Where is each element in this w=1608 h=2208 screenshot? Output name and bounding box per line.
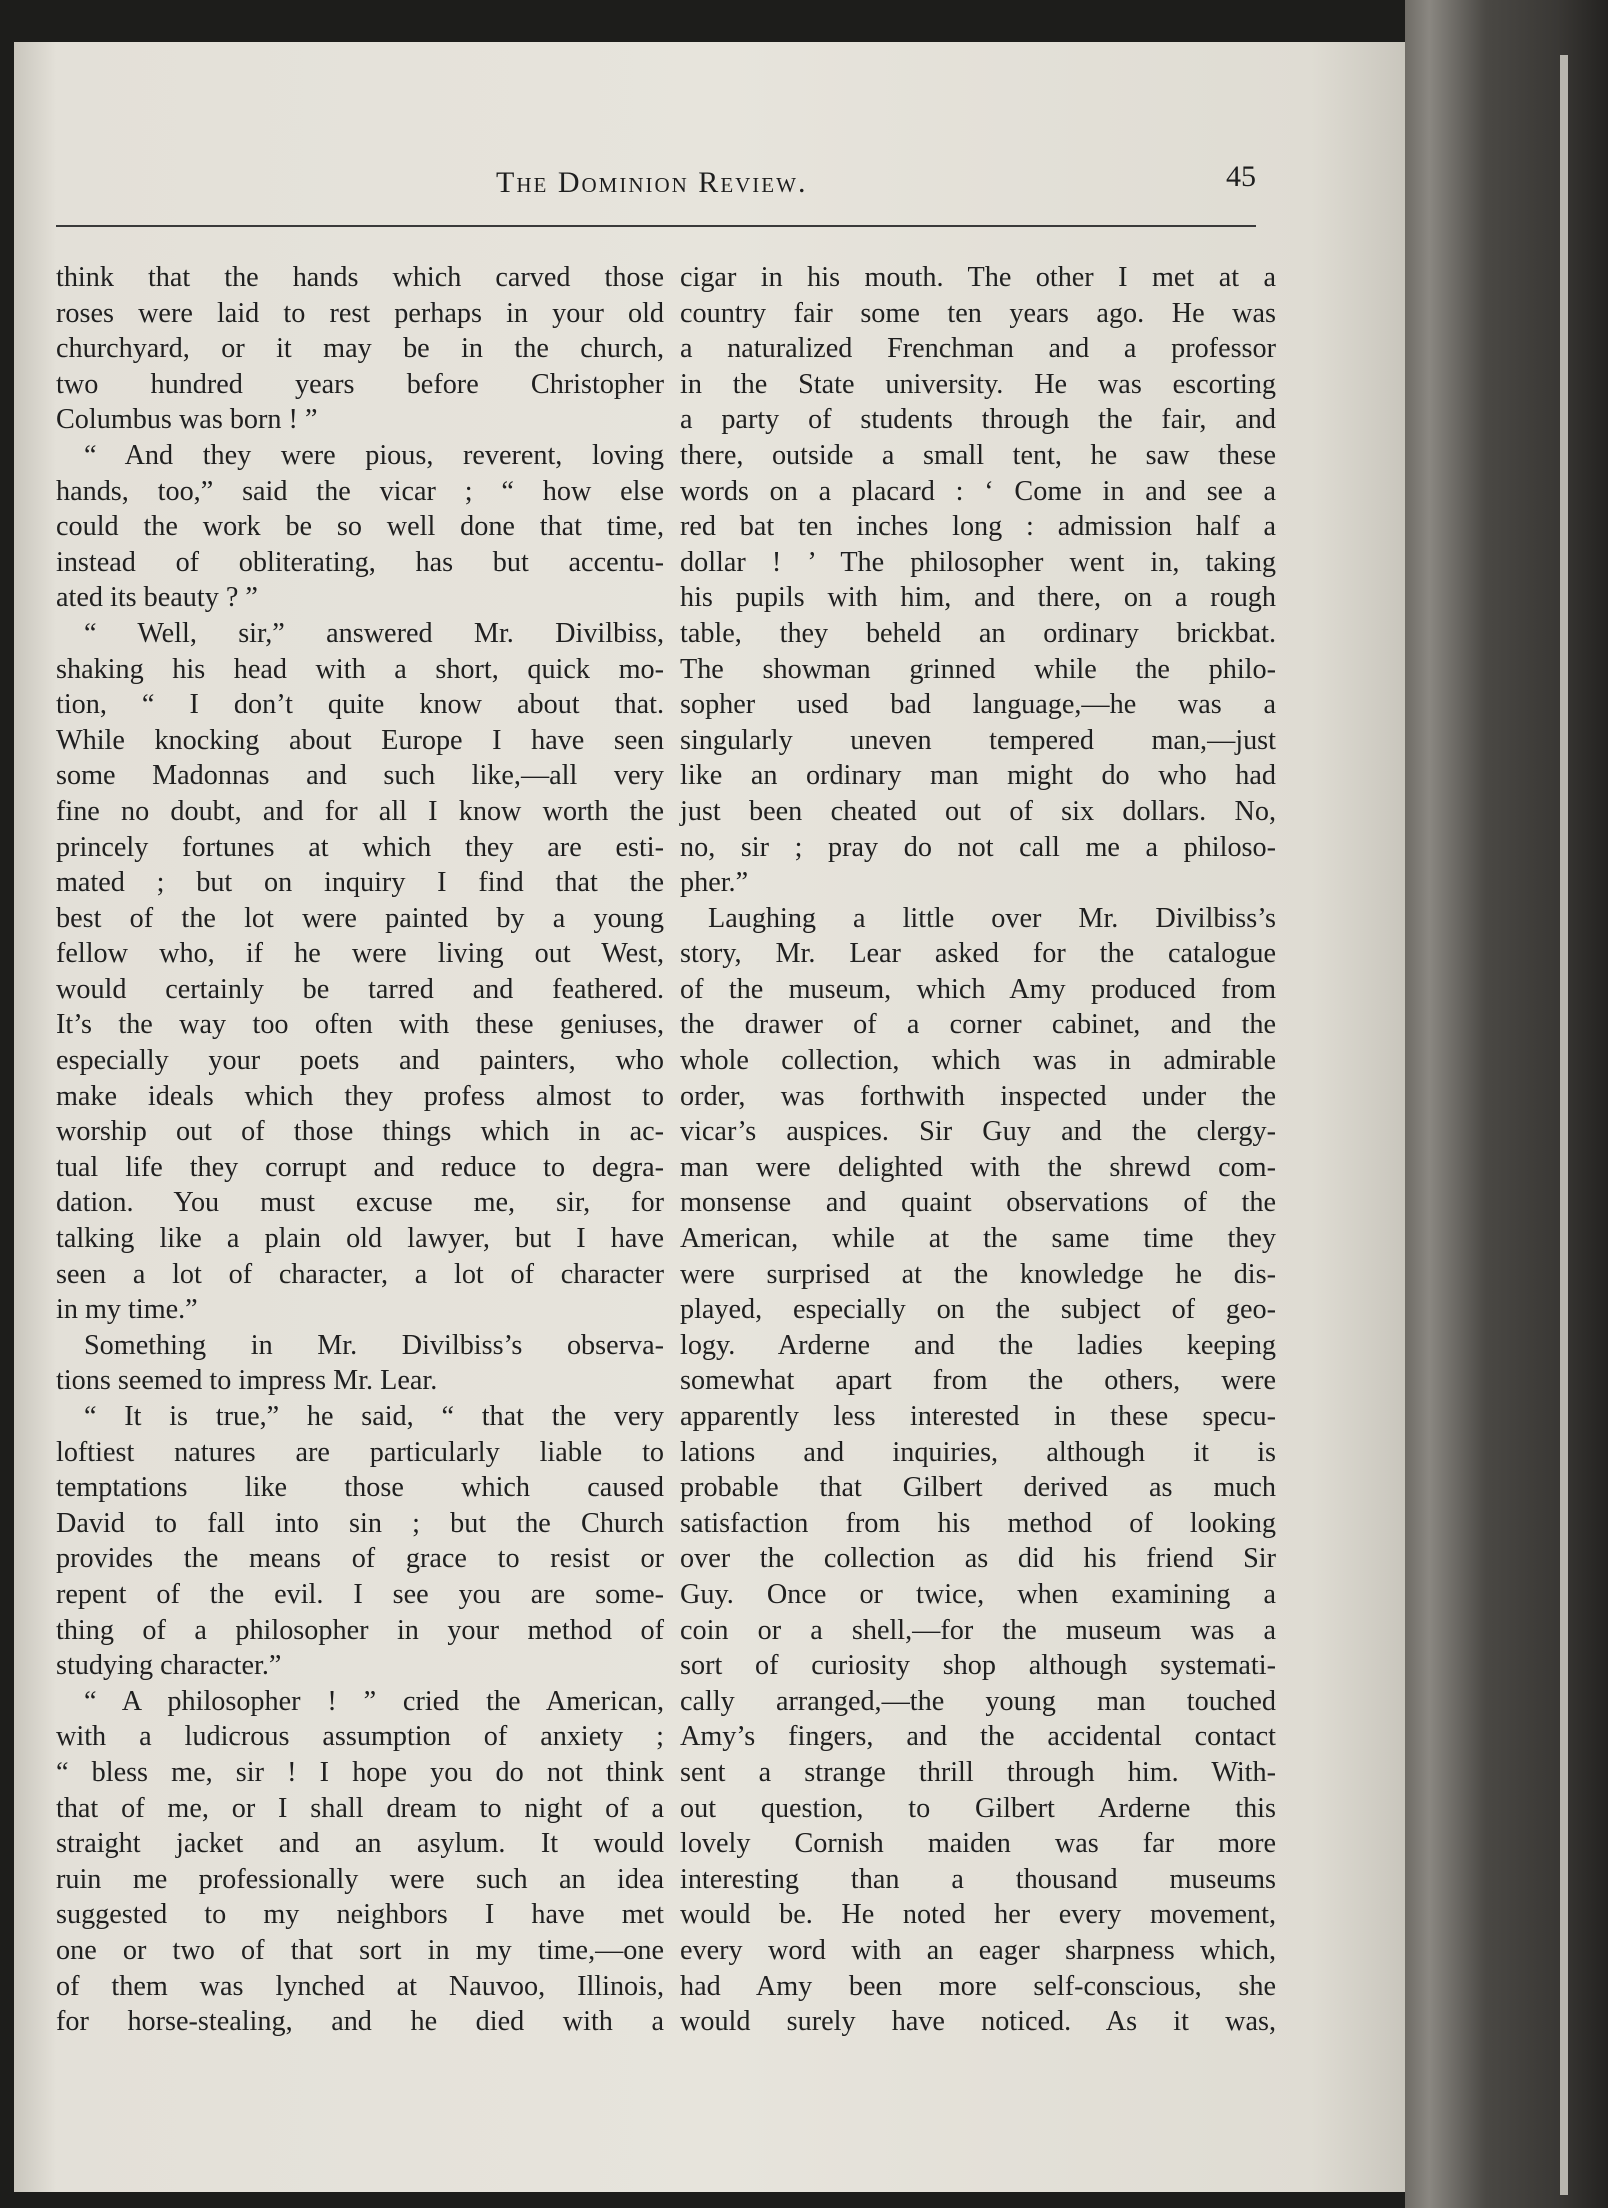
text-line: that of me, or I shall dream to night of a xyxy=(56,1792,664,1824)
text-line: satisfaction from his method of looking xyxy=(680,1507,1276,1539)
text-line: fellow who, if he were living out West, xyxy=(56,938,664,970)
text-line: could the work be so well done that time, xyxy=(56,511,664,543)
text-line: in the State university. He was escorting xyxy=(680,368,1276,400)
text-line: would certainly be tarred and feathered. xyxy=(56,973,664,1005)
text-line: sopher used bad language,—he was a xyxy=(680,689,1276,721)
text-line: two hundred years before Christopher xyxy=(56,368,664,400)
page-number: 45 xyxy=(1226,160,1256,193)
text-line: shaking his head with a short, quick mo- xyxy=(56,653,664,685)
text-line: “ A philosopher ! ” cried the American, xyxy=(84,1685,664,1717)
text-line: repent of the evil. I see you are some- xyxy=(56,1578,664,1610)
text-line: Laughing a little over Mr. Divilbiss’s xyxy=(708,902,1276,934)
text-line: tual life they corrupt and reduce to degra- xyxy=(56,1151,664,1183)
text-line: had Amy been more self-conscious, she xyxy=(680,1970,1276,2002)
text-line: suggested to my neighbors I have met xyxy=(56,1899,664,1931)
text-line: hands, too,” said the vicar ; “ how else xyxy=(56,475,664,507)
text-line: ruin me professionally were such an idea xyxy=(56,1863,664,1895)
page-edges xyxy=(1560,55,1568,2195)
text-line: The showman grinned while the philo- xyxy=(680,653,1276,685)
text-line: sort of curiosity shop although systemati- xyxy=(680,1650,1276,1682)
text-line: fine no doubt, and for all I know worth the xyxy=(56,795,664,827)
text-line: probable that Gilbert derived as much xyxy=(680,1472,1276,1504)
text-line: would be. He noted her every movement, xyxy=(680,1899,1276,1931)
text-line: ated its beauty ? ” xyxy=(56,582,258,614)
text-line: man were delighted with the shrewd com- xyxy=(680,1151,1276,1183)
text-line: straight jacket and an asylum. It would xyxy=(56,1828,664,1860)
text-line: country fair some ten years ago. He was xyxy=(680,297,1276,329)
page-header xyxy=(56,160,1256,230)
right-column xyxy=(680,260,1276,2040)
text-line: talking like a plain old lawyer, but I have xyxy=(56,1223,664,1255)
text-line: like an ordinary man might do who had xyxy=(680,760,1276,792)
text-line: every word with an eager sharpness which, xyxy=(680,1934,1276,1966)
text-line: American, while at the same time they xyxy=(680,1223,1276,1255)
text-line: roses were laid to rest perhaps in your old xyxy=(56,297,664,329)
text-line: tion, “ I don’t quite know about that. xyxy=(56,689,664,721)
text-line: in my time.” xyxy=(56,1294,198,1326)
text-line: some Madonnas and such like,—all very xyxy=(56,760,664,792)
text-line: one or two of that sort in my time,—one xyxy=(56,1934,664,1966)
text-line: temptations like those which caused xyxy=(56,1472,664,1504)
text-line: seen a lot of character, a lot of character xyxy=(56,1258,664,1290)
text-line: words on a placard : ‘ Come in and see a xyxy=(680,475,1276,507)
text-line: played, especially on the subject of geo- xyxy=(680,1294,1276,1326)
text-line: coin or a shell,—for the museum was a xyxy=(680,1614,1276,1646)
text-line: dollar ! ’ The philosopher went in, taking xyxy=(680,546,1276,578)
text-line: cigar in his mouth. The other I met at a xyxy=(680,262,1276,293)
text-line: apparently less interested in these specu- xyxy=(680,1401,1276,1432)
text-line: Columbus was born ! ” xyxy=(56,404,318,436)
text-line: make ideals which they profess almost to xyxy=(56,1080,664,1112)
text-line: a naturalized Frenchman and a professor xyxy=(680,333,1276,365)
text-line: singularly uneven tempered man,—just xyxy=(680,724,1276,756)
text-line: especially your poets and painters, who xyxy=(56,1045,664,1077)
text-line: While knocking about Europe I have seen xyxy=(56,724,664,756)
text-line: of the museum, which Amy produced from xyxy=(680,973,1276,1005)
text-line: order, was forthwith inspected under the xyxy=(680,1080,1276,1112)
text-line: sent a strange thrill through him. With- xyxy=(680,1756,1276,1788)
text-line: studying character.” xyxy=(56,1650,282,1682)
left-column xyxy=(56,260,664,2040)
text-line: tions seemed to impress Mr. Lear. xyxy=(56,1365,438,1397)
text-line: pher.” xyxy=(680,867,749,899)
text-line: vicar’s auspices. Sir Guy and the clergy- xyxy=(680,1116,1276,1148)
text-line: princely fortunes at which they are esti- xyxy=(56,831,664,863)
text-line: would surely have noticed. As it was, xyxy=(680,2006,1276,2038)
text-line: over the collection as did his friend Sir xyxy=(680,1543,1276,1575)
text-line: best of the lot were painted by a young xyxy=(56,902,664,934)
text-line: Guy. Once or twice, when examining a xyxy=(680,1578,1276,1610)
text-line: dation. You must excuse me, sir, for xyxy=(56,1187,664,1219)
text-line: thing of a philosopher in your method of xyxy=(56,1614,664,1646)
text-line: of them was lynched at Nauvoo, Illinois, xyxy=(56,1970,664,2002)
text-line: mated ; but on inquiry I find that the xyxy=(56,867,664,899)
text-line: just been cheated out of six dollars. No, xyxy=(680,795,1276,827)
text-line: for horse-stealing, and he died with a xyxy=(56,2006,664,2038)
text-line: his pupils with him, and there, on a rough xyxy=(680,582,1276,614)
text-line: churchyard, or it may be in the church, xyxy=(56,333,664,365)
text-line: monsense and quaint observations of the xyxy=(680,1187,1276,1219)
text-line: lovely Cornish maiden was far more xyxy=(680,1828,1276,1860)
text-line: “ Well, sir,” answered Mr. Divilbiss, xyxy=(84,617,664,649)
text-line: Something in Mr. Divilbiss’s observa- xyxy=(84,1329,664,1361)
text-line: provides the means of grace to resist or xyxy=(56,1543,664,1575)
text-line: logy. Arderne and the ladies keeping xyxy=(680,1329,1276,1361)
text-line: “ bless me, sir ! I hope you do not think xyxy=(56,1756,664,1788)
header-rule xyxy=(56,225,1256,227)
book-spine xyxy=(1405,0,1608,2208)
text-line: loftiest natures are particularly liable to xyxy=(56,1436,664,1468)
text-line: were surprised at the knowledge he dis- xyxy=(680,1258,1276,1290)
text-line: somewhat apart from the others, were xyxy=(680,1365,1276,1397)
text-line: whole collection, which was in admirable xyxy=(680,1045,1276,1077)
text-line: cally arranged,—the young man touched xyxy=(680,1685,1276,1717)
text-line: think that the hands which carved those xyxy=(56,262,664,293)
text-line: the drawer of a corner cabinet, and the xyxy=(680,1009,1276,1041)
text-line: “ It is true,” he said, “ that the very xyxy=(84,1401,664,1432)
text-line: red bat ten inches long : admission half a xyxy=(680,511,1276,543)
text-line: interesting than a thousand museums xyxy=(680,1863,1276,1895)
running-title: The Dominion Review. xyxy=(496,166,808,199)
text-line: out question, to Gilbert Arderne this xyxy=(680,1792,1276,1824)
text-line: worship out of those things which in ac- xyxy=(56,1116,664,1148)
text-line: there, outside a small tent, he saw these xyxy=(680,439,1276,471)
text-line: It’s the way too often with these geniuses, xyxy=(56,1009,664,1041)
text-line: a party of students through the fair, and xyxy=(680,404,1276,436)
text-line: no, sir ; pray do not call me a philoso- xyxy=(680,831,1276,863)
text-line: David to fall into sin ; but the Church xyxy=(56,1507,664,1539)
text-line: table, they beheld an ordinary brickbat. xyxy=(680,617,1276,649)
text-line: instead of obliterating, has but accentu- xyxy=(56,546,664,578)
text-line: with a ludicrous assumption of anxiety ; xyxy=(56,1721,664,1753)
text-line: “ And they were pious, reverent, loving xyxy=(84,439,664,471)
text-line: Amy’s fingers, and the accidental contact xyxy=(680,1721,1276,1753)
text-line: story, Mr. Lear asked for the catalogue xyxy=(680,938,1276,970)
text-line: lations and inquiries, although it is xyxy=(680,1436,1276,1468)
